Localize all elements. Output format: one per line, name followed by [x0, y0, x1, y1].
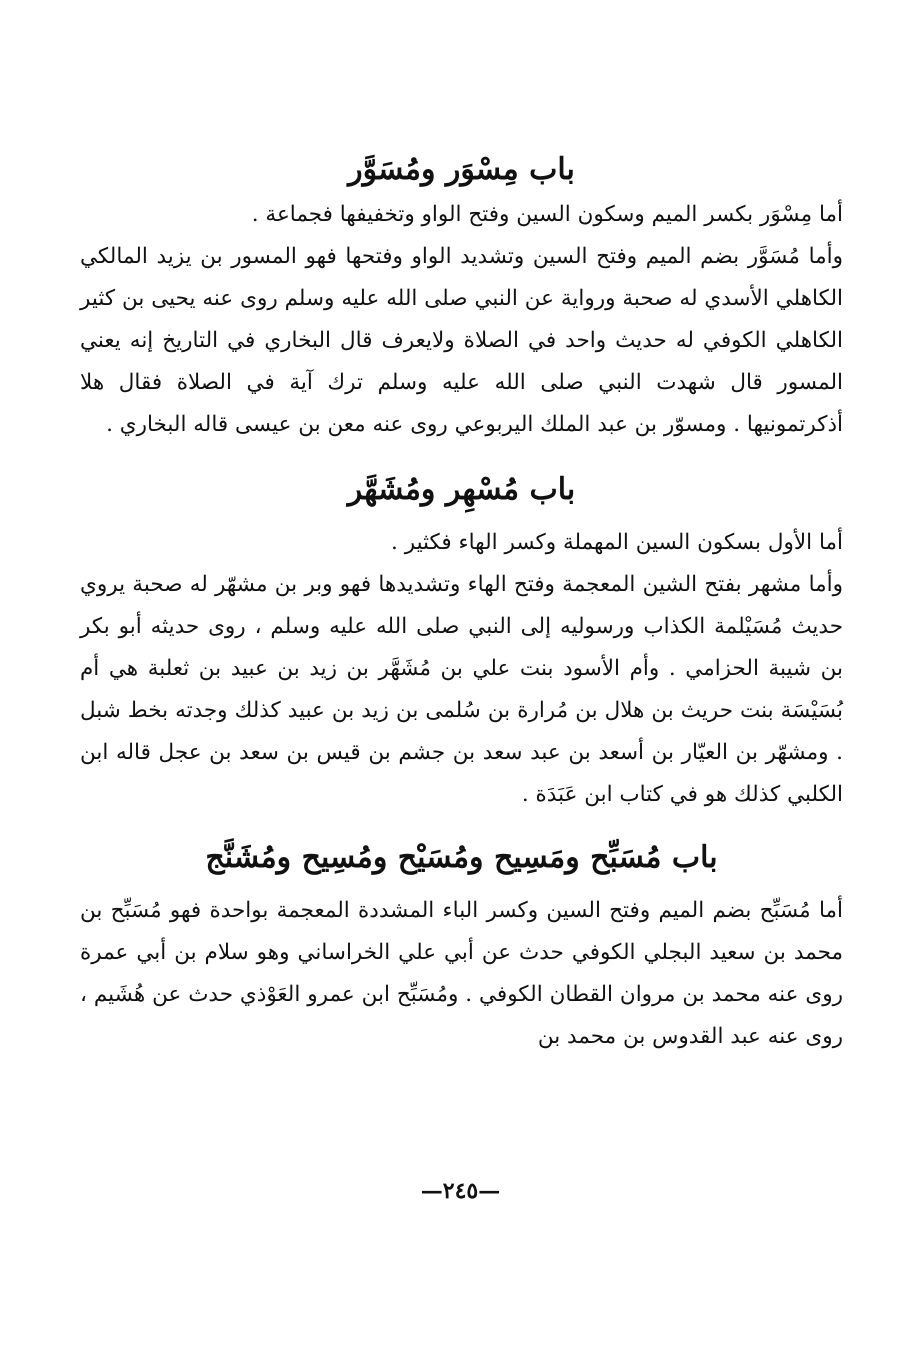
section-heading-mushir: باب مُسْهِر ومُشَهَّر [347, 472, 576, 507]
page-number: —٢٤٥— [420, 1178, 501, 1204]
section-heading-musabbih: باب مُسَبِّح ومَسِيح ومُسَيْح ومُسِيح ومُشَنَّج [205, 840, 718, 875]
paragraph-musawwar-entry: وأما مُسَوَّر بضم الميم وفتح السين وتشديد الواو وفتحها فهو المسور بن يزيد المالكي الكاهلي الأسدي له صحبة ورواية عن النبي صلى الله عليه وسلم روى عنه يحيى بن كثير الكاهلي الكوفي له حديث واحد في الصلاة ولايعرف قال البخاري في التاريخ إنه يعني المسور قال شهدت النبي صلى الله عليه وسلم ترك آية في الصلاة فقال هلا أذكرتمونيها . ومسوّر بن عبد الملك اليربوعي روى عنه معن بن عيسى قاله البخاري . [80, 244, 843, 437]
paragraph-mushir-definition: أما الأول بسكون السين المهملة وكسر الهاء فكثير . [391, 530, 843, 555]
section-heading-maswar: باب مِسْوَر ومُسَوَّر [348, 152, 575, 187]
paragraph-mushahhar-entry: وأما مشهر بفتح الشين المعجمة وفتح الهاء وتشديدها فهو وبر بن مشهّر له صحبة يروي حديث مُسَيْلمة الكذاب ورسوليه إلى النبي صلى الله عليه وسلم ، روى حديثه أبو بكر بن شيبة الحزامي . وأم الأسود بنت علي بن مُشَهَّر بن زيد بن عبيد بن ثعلبة هي أم بُسَيْسَة بنت حريث بن هلال بن مُرارة بن سُلمى بن زيد بن عبيد كذلك وجدته بخط شبل . ومشهّر بن العيّار بن أسعد بن عبد سعد بن جشم بن قيس بن سعد بن عجل قاله ابن الكلبي كذلك هو في كتاب ابن عَبَدَة . [80, 572, 843, 807]
paragraph-maswar-definition: أما مِسْوَر بكسر الميم وسكون السين وفتح الواو وتخفيفها فجماعة . [251, 202, 843, 227]
paragraph-musabbih-entry: أما مُسَبِّح بضم الميم وفتح السين وكسر الباء المشددة المعجمة بواحدة فهو مُسَبِّح بن محمد بن سعيد البجلي الكوفي حدث عن أبي علي الخراساني وهو سلام بن أبي عمرة روى عنه محمد بن مروان القطان الكوفي . ومُسَبِّح ابن عمرو العَوْذي حدث عن هُشَيم ، روى عنه عبد القدوس بن محمد بن [80, 898, 843, 1049]
